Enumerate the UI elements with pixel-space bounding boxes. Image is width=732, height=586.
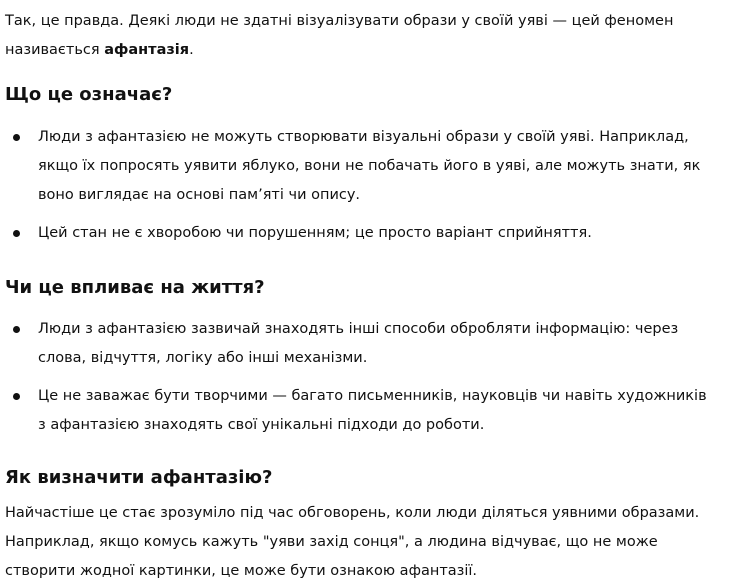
intro-term: афантазія — [104, 42, 190, 58]
intro-text: Так, це правда. Деякі люди не здатні візуалізувати образи у своїй уяві — цей феномен називається — [5, 13, 674, 58]
list-item-text: Люди з афантазією не можуть створювати візуальні образи у своїй уяві. Наприклад, якщо їх попросять уявити яблуко, вони не побачать його в уяві, але можуть знати, як воно виглядає на основі пам’яті чи опису. — [38, 129, 701, 203]
list-item — [5, 382, 716, 440]
list-item-text: Це не заважає бути творчими — багато письменників, науковців чи навіть художників з афантазією знаходять свої унікальні підходи до роботи. — [38, 388, 707, 433]
section-heading-life-impact: Чи це впливає на життя? — [5, 277, 265, 298]
bullet-icon — [13, 393, 20, 400]
list-item-text: Цей стан не є хворобою чи порушенням; це просто варіант сприйняття. — [38, 225, 592, 241]
bullet-icon — [13, 326, 20, 333]
section-heading-meaning: Що це означає? — [5, 84, 173, 105]
bullet-icon — [13, 230, 20, 237]
life-impact-list — [5, 315, 716, 440]
section-heading-identify: Як визначити афантазію? — [5, 467, 273, 488]
meaning-list — [5, 123, 716, 248]
identify-paragraph: Найчастіше це стає зрозуміло під час обговорень, коли люди діляться уявними образами. Наприклад, якщо комусь кажуть "уяви захід сонця", а людина відчуває, що не може створити жодної картинки, це може бути ознакою афантазії. — [5, 505, 700, 579]
intro-punctuation: . — [189, 42, 194, 58]
list-item — [5, 315, 716, 373]
list-item — [5, 123, 716, 210]
list-item — [5, 219, 716, 248]
list-item-text: Люди з афантазією зазвичай знаходять інші способи обробляти інформацію: через слова, відчуття, логіку або інші механізми. — [38, 321, 679, 366]
bullet-icon — [13, 134, 20, 141]
intro-paragraph — [5, 0, 716, 65]
